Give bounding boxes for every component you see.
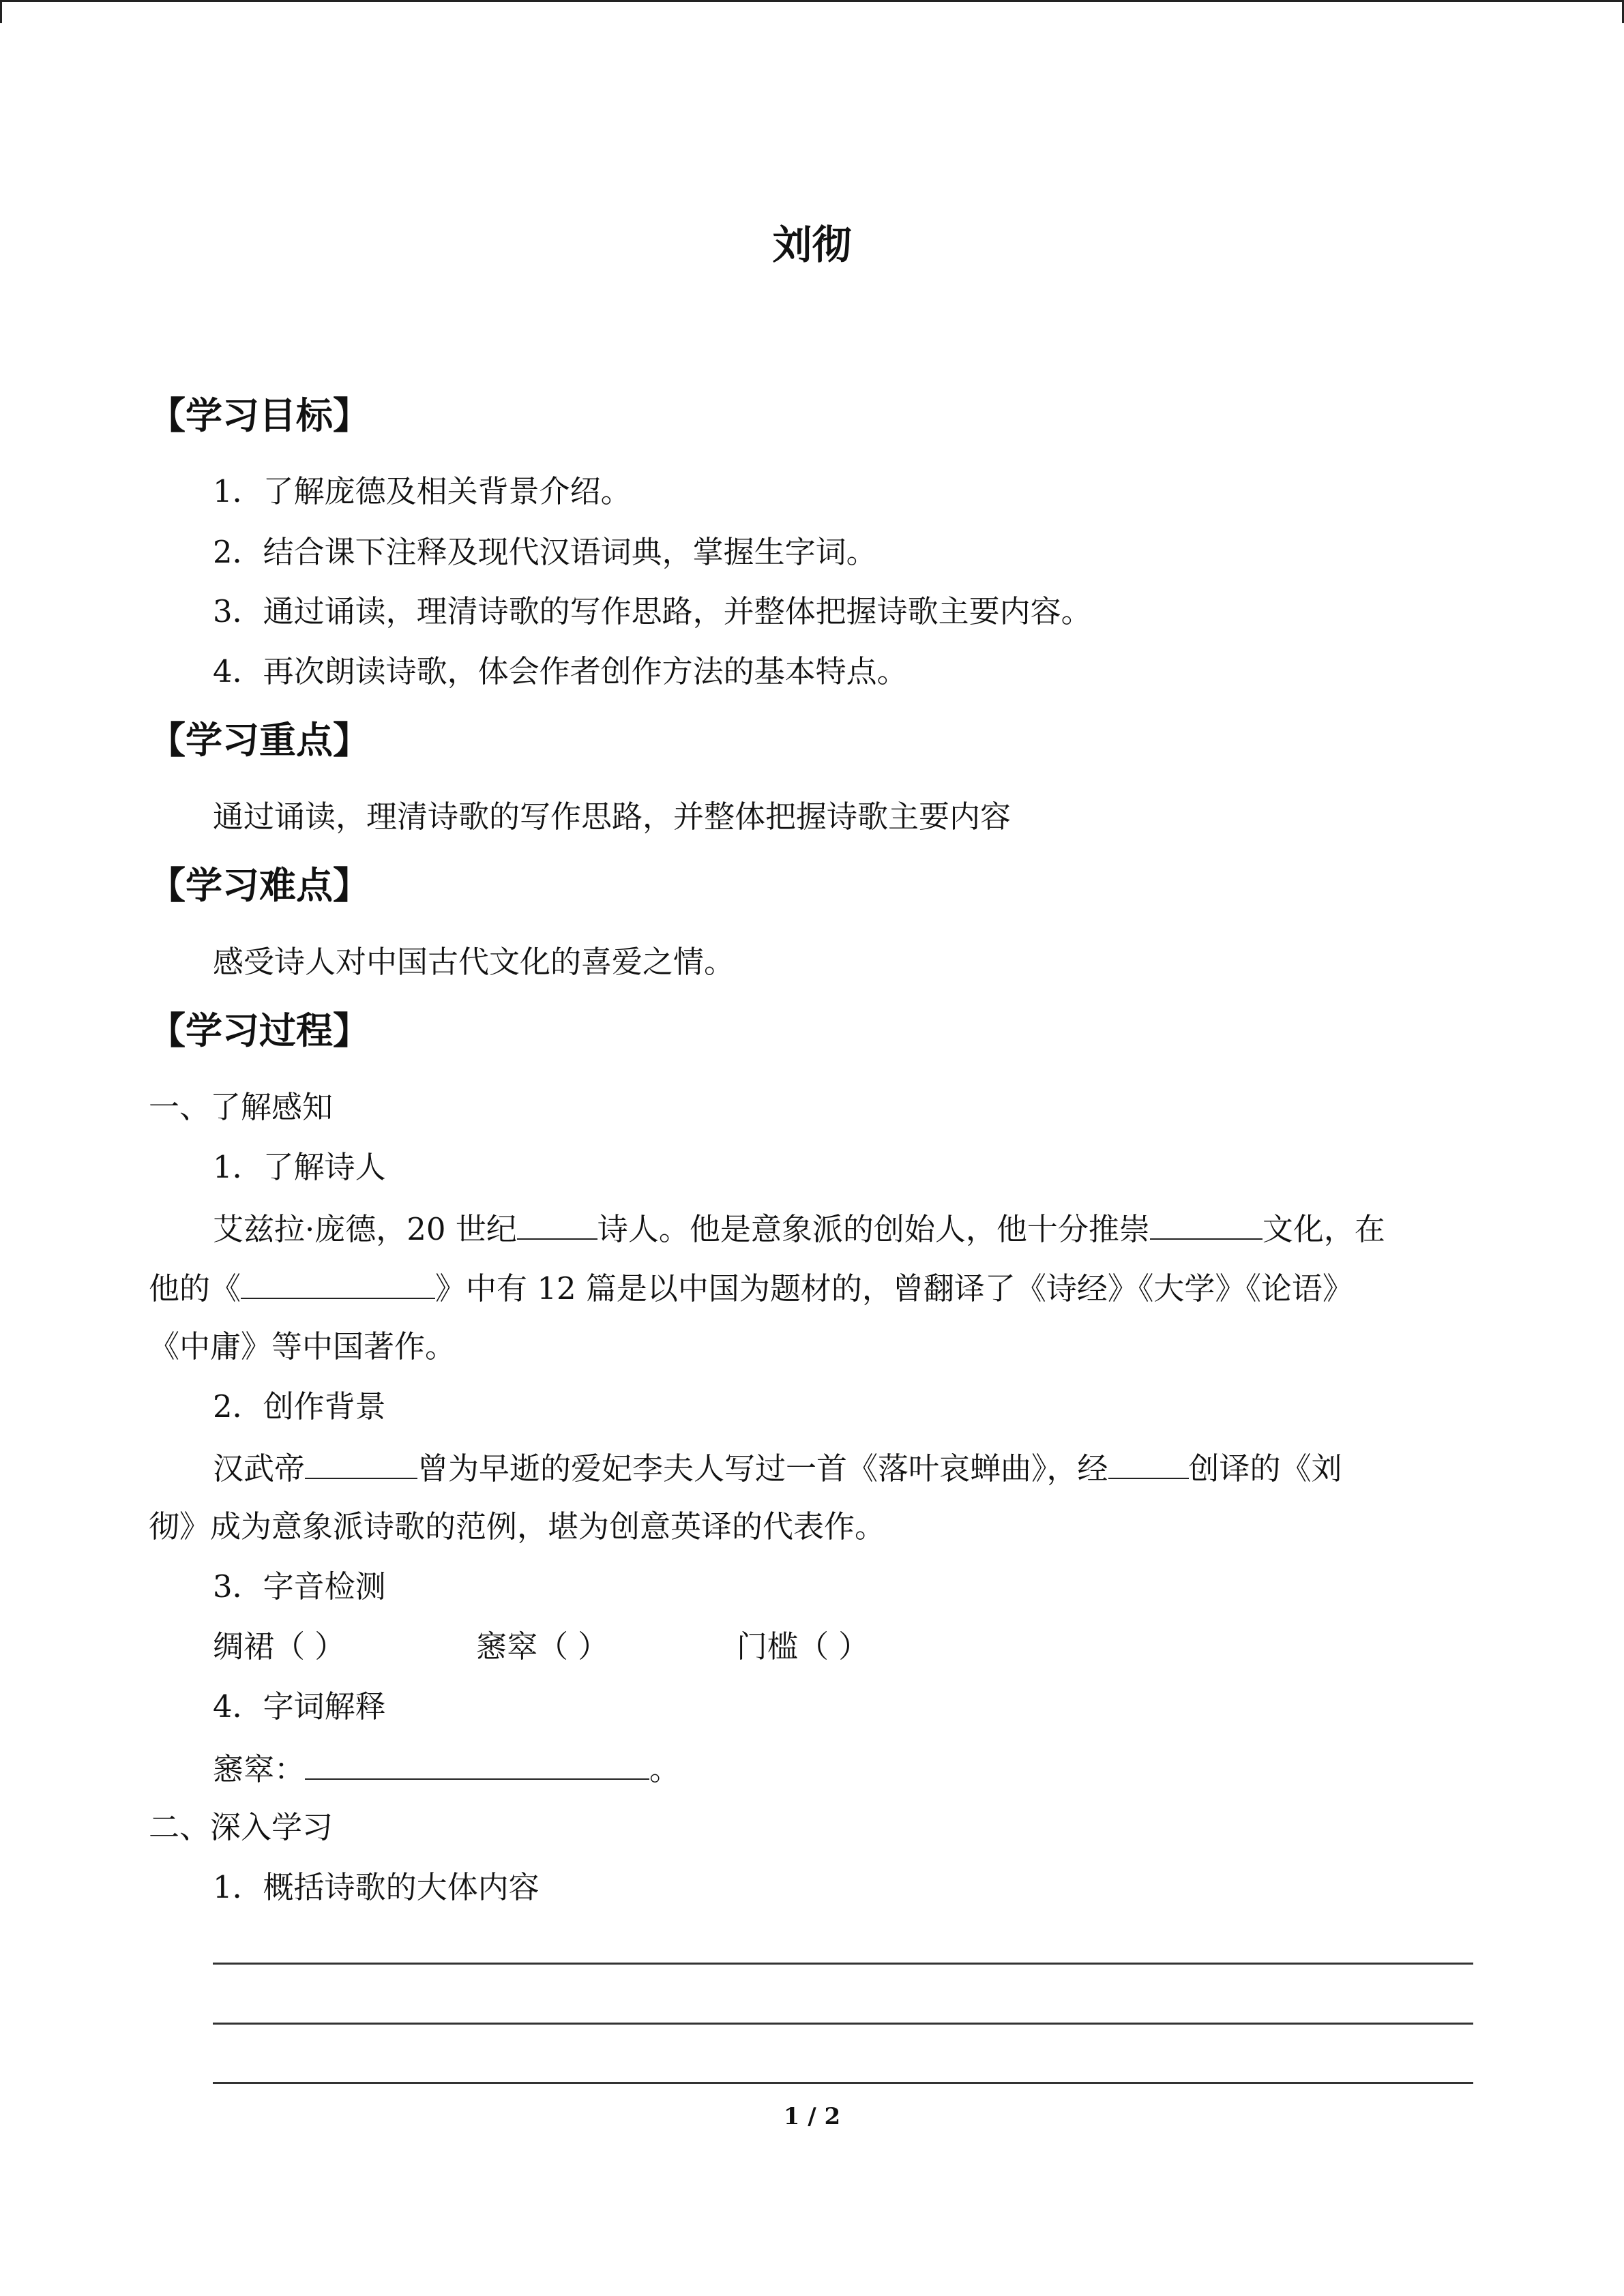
section-heading-key-points: 【学习重点】 — [149, 719, 370, 762]
section-heading-process: 【学习过程】 — [149, 1009, 370, 1052]
top-border — [0, 0, 1624, 2]
part2-heading: 二、深入学习 — [149, 1809, 334, 1845]
fill-blank-culture[interactable] — [1150, 1207, 1263, 1240]
text-segment: 窸窣： — [213, 1751, 306, 1787]
pron-menkan[interactable]: 门槛（ ） — [737, 1628, 870, 1665]
key-point-text: 通过诵读，理清诗歌的写作思路，并整体把握诗歌主要内容 — [213, 799, 1012, 835]
text-segment: 文化，在 — [1262, 1211, 1385, 1247]
objective-item: 1．了解庞德及相关背景介绍。 — [213, 473, 632, 509]
part1-heading: 一、了解感知 — [149, 1089, 334, 1125]
answer-line[interactable] — [213, 1963, 1473, 1965]
background-line1 — [213, 1446, 1342, 1489]
fill-blank-work[interactable] — [241, 1266, 435, 1299]
section-heading-difficulties: 【学习难点】 — [149, 864, 370, 907]
background-line2: 彻》成为意象派诗歌的范例，堪为创意英译的代表作。 — [149, 1508, 886, 1545]
poet-intro-line1 — [213, 1207, 1385, 1250]
text-segment: 曾为早逝的爱妃李夫人写过一首《落叶哀蝉曲》，经 — [417, 1450, 1108, 1487]
text-segment: 他的《 — [149, 1270, 241, 1307]
text-segment: 艾兹拉·庞德，20 世纪 — [213, 1211, 517, 1247]
difficulty-text: 感受诗人对中国古代文化的喜爱之情。 — [213, 944, 735, 980]
item-learn-poet: 1．了解诗人 — [213, 1149, 386, 1185]
text-segment: 》中有 12 篇是以中国为题材的，曾翻译了《诗经》《大学》《论语》 — [435, 1270, 1353, 1307]
fill-blank-era[interactable] — [517, 1207, 597, 1240]
poet-intro-line2 — [149, 1266, 1353, 1309]
page-title: 刘彻 — [772, 222, 852, 268]
pron-choupun[interactable]: 绸裙（ ） — [213, 1628, 346, 1665]
corner-mark-left — [0, 0, 2, 23]
page-number: 1 / 2 — [783, 2103, 841, 2130]
text-segment: 汉武帝 — [213, 1450, 306, 1487]
fill-blank-translator[interactable] — [1108, 1446, 1189, 1479]
text-segment: 诗人。他是意象派的创始人，他十分推崇 — [597, 1211, 1150, 1247]
section-heading-objectives: 【学习目标】 — [149, 394, 370, 437]
item-summarize: 1．概括诗歌的大体内容 — [213, 1869, 540, 1905]
answer-line[interactable] — [213, 2023, 1473, 2025]
poet-intro-line3: 《中庸》等中国著作。 — [149, 1328, 456, 1365]
objective-item: 4．再次朗读诗歌，体会作者创作方法的基本特点。 — [213, 653, 908, 689]
item-background: 2．创作背景 — [213, 1388, 386, 1425]
text-segment: 创译的《刘 — [1188, 1450, 1342, 1487]
fill-blank-word-meaning[interactable] — [305, 1747, 649, 1780]
fill-blank-emperor[interactable] — [305, 1446, 417, 1479]
objective-item: 3．通过诵读，理清诗歌的写作思路，并整体把握诗歌主要内容。 — [213, 593, 1092, 629]
objective-item: 2．结合课下注释及现代汉语词典，掌握生字词。 — [213, 534, 877, 570]
item-pronunciation: 3．字音检测 — [213, 1568, 386, 1605]
word-explain-line — [213, 1747, 680, 1790]
pron-xisu[interactable]: 窸窣（ ） — [476, 1628, 609, 1665]
answer-line[interactable] — [213, 2082, 1473, 2084]
item-word-explain: 4．字词解释 — [213, 1688, 386, 1725]
text-segment: 。 — [649, 1751, 681, 1787]
